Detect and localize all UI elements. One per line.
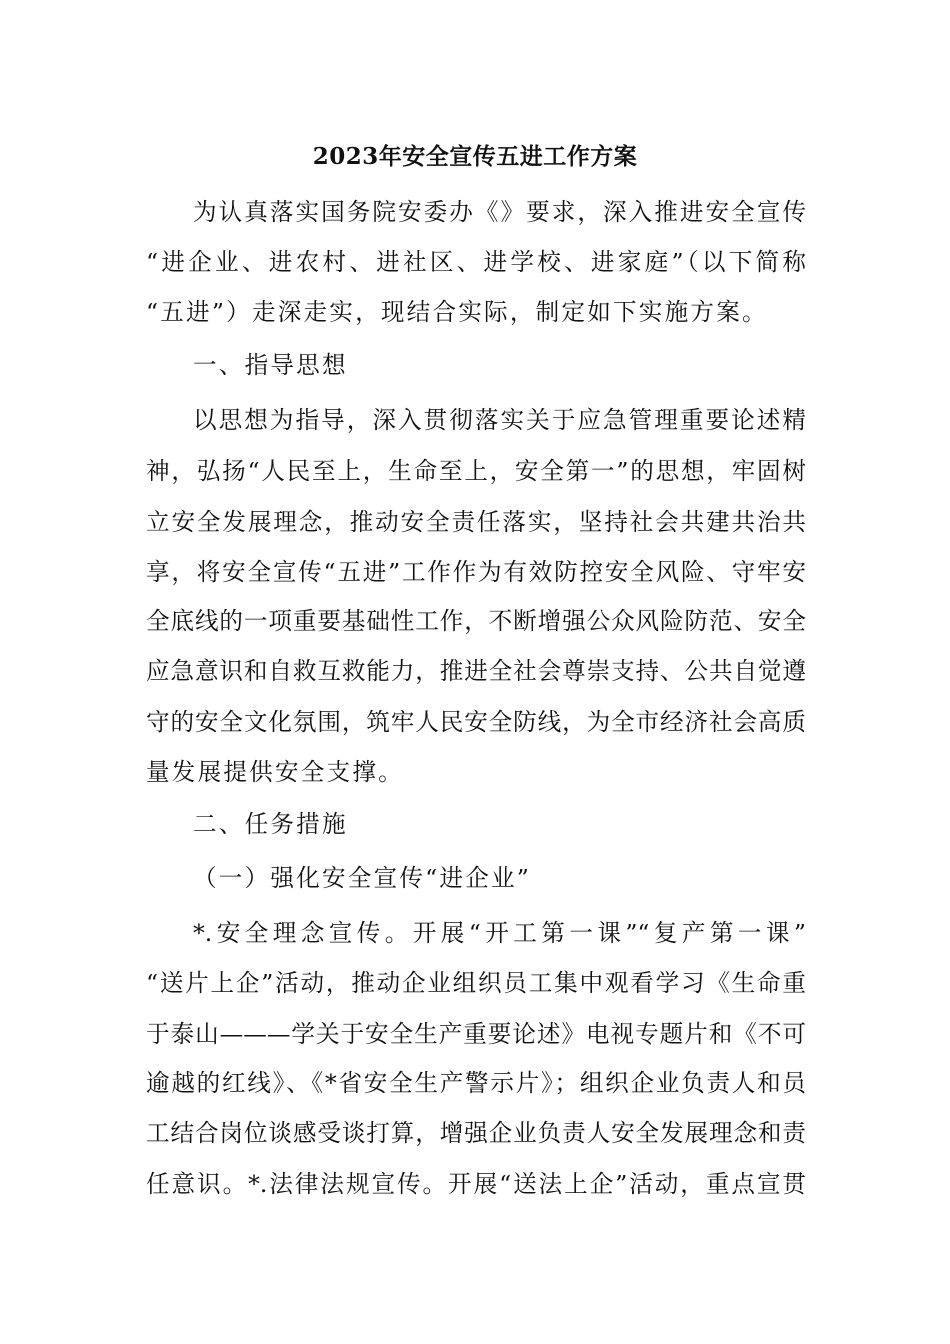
section-heading: 二、任务措施 bbox=[193, 810, 348, 838]
paragraph-line: “进企业、进农村、进社区、进学校、进家庭”（以下简称 bbox=[146, 248, 806, 276]
paragraph-line: 立安全发展理念，推动安全责任落实，坚持社会共建共治共 bbox=[146, 508, 806, 536]
paragraph-line: 工结合岗位谈感受谈打算，增强企业负责人安全发展理念和责 bbox=[146, 1119, 806, 1147]
section-heading: 一、指导思想 bbox=[193, 351, 348, 379]
paragraph-line: “送片上企”活动，推动企业组织员工集中观看学习《生命重 bbox=[146, 969, 806, 997]
paragraph-line: 享，将安全宣传“五进”工作作为有效防控安全风险、守牢安 bbox=[146, 558, 806, 586]
subsection-heading: （一）强化安全宣传“进企业” bbox=[193, 864, 532, 892]
paragraph-line: 于泰山———学关于安全生产重要论述》电视专题片和《不可 bbox=[146, 1020, 806, 1048]
paragraph-line: 逾越的红线》、《*省安全生产警示片》；组织企业负责人和员 bbox=[146, 1069, 806, 1097]
paragraph-line: 量发展提供安全支撑。 bbox=[146, 758, 404, 786]
paragraph-line: 为认真落实国务院安委办《》要求，深入推进安全宣传 bbox=[193, 198, 806, 226]
document-title: 2023年安全宣传五进工作方案 bbox=[312, 143, 638, 170]
paragraph-line: 应急意识和自救互救能力，推进全社会尊崇支持、公共自觉遵 bbox=[146, 657, 806, 685]
paragraph-line: 守的安全文化氛围，筑牢人民安全防线，为全市经济社会高质 bbox=[146, 708, 806, 736]
paragraph-line: “五进”）走深走实，现结合实际，制定如下实施方案。 bbox=[146, 298, 768, 326]
paragraph-line: 以思想为指导，深入贯彻落实关于应急管理重要论述精 bbox=[193, 406, 806, 434]
paragraph-line: 任意识。*.法律法规宣传。开展“送法上企”活动，重点宣贯 bbox=[146, 1170, 806, 1198]
paragraph-line: *.安全理念宣传。开展“开工第一课”“复产第一课” bbox=[193, 919, 806, 947]
paragraph-line: 全底线的一项重要基础性工作，不断增强公众风险防范、安全 bbox=[146, 607, 806, 635]
paragraph-line: 神，弘扬“人民至上，生命至上，安全第一”的思想，牢固树 bbox=[146, 457, 806, 485]
